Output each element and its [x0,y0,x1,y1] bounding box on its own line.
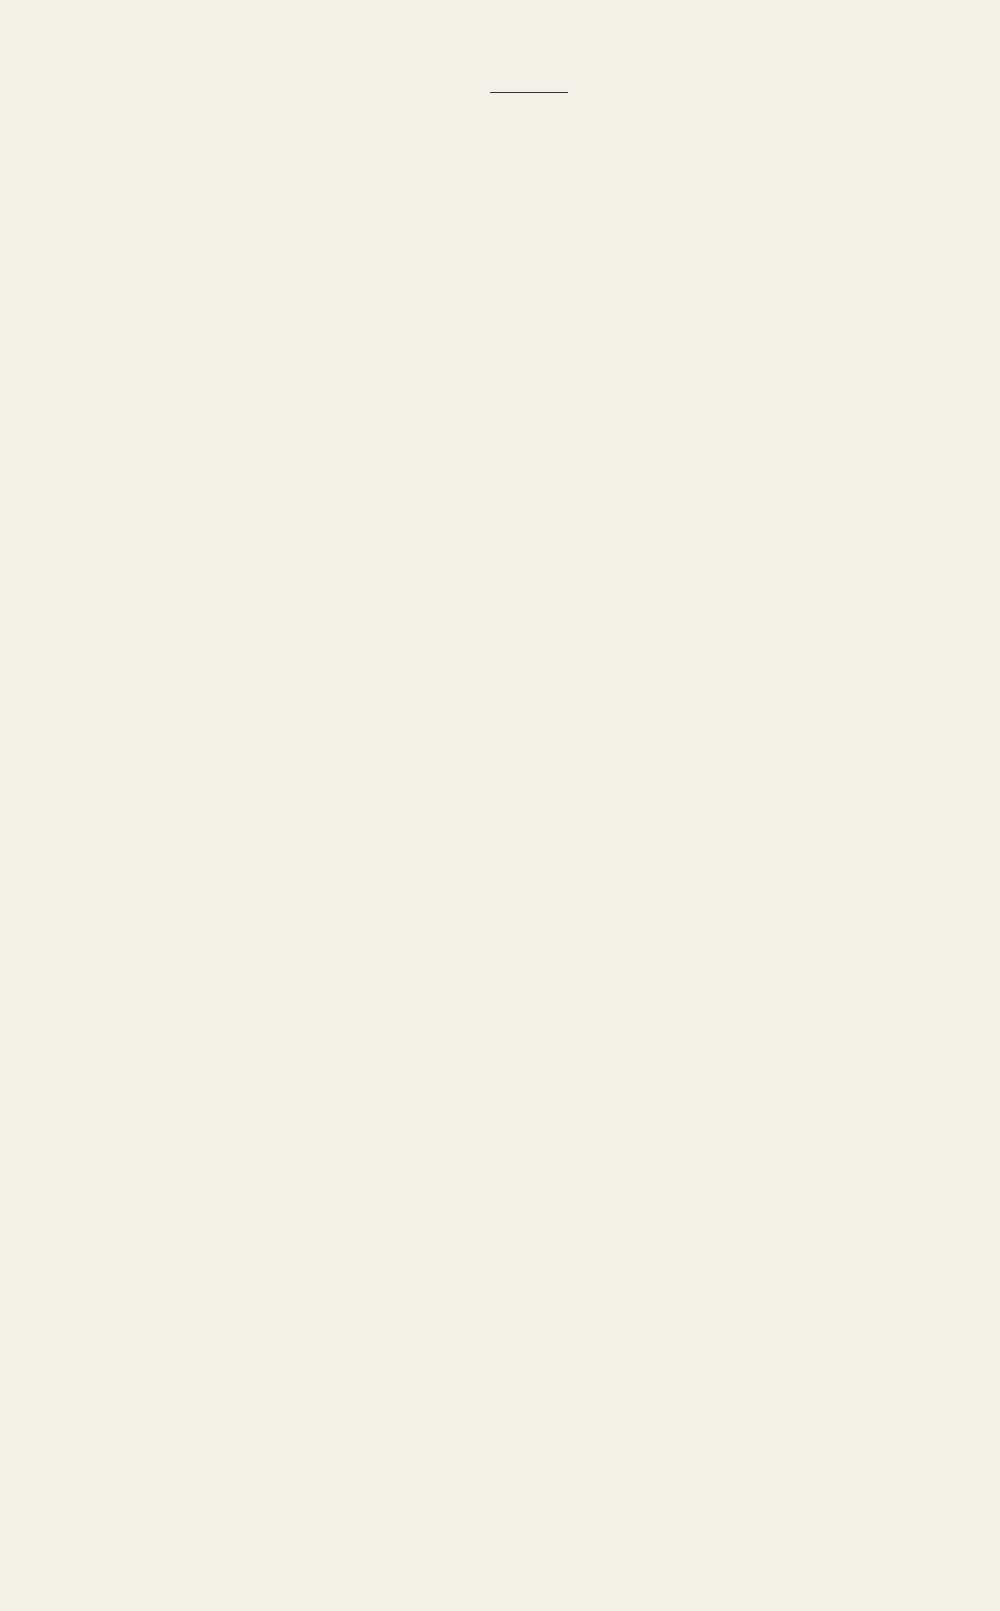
section-divider [490,92,568,93]
